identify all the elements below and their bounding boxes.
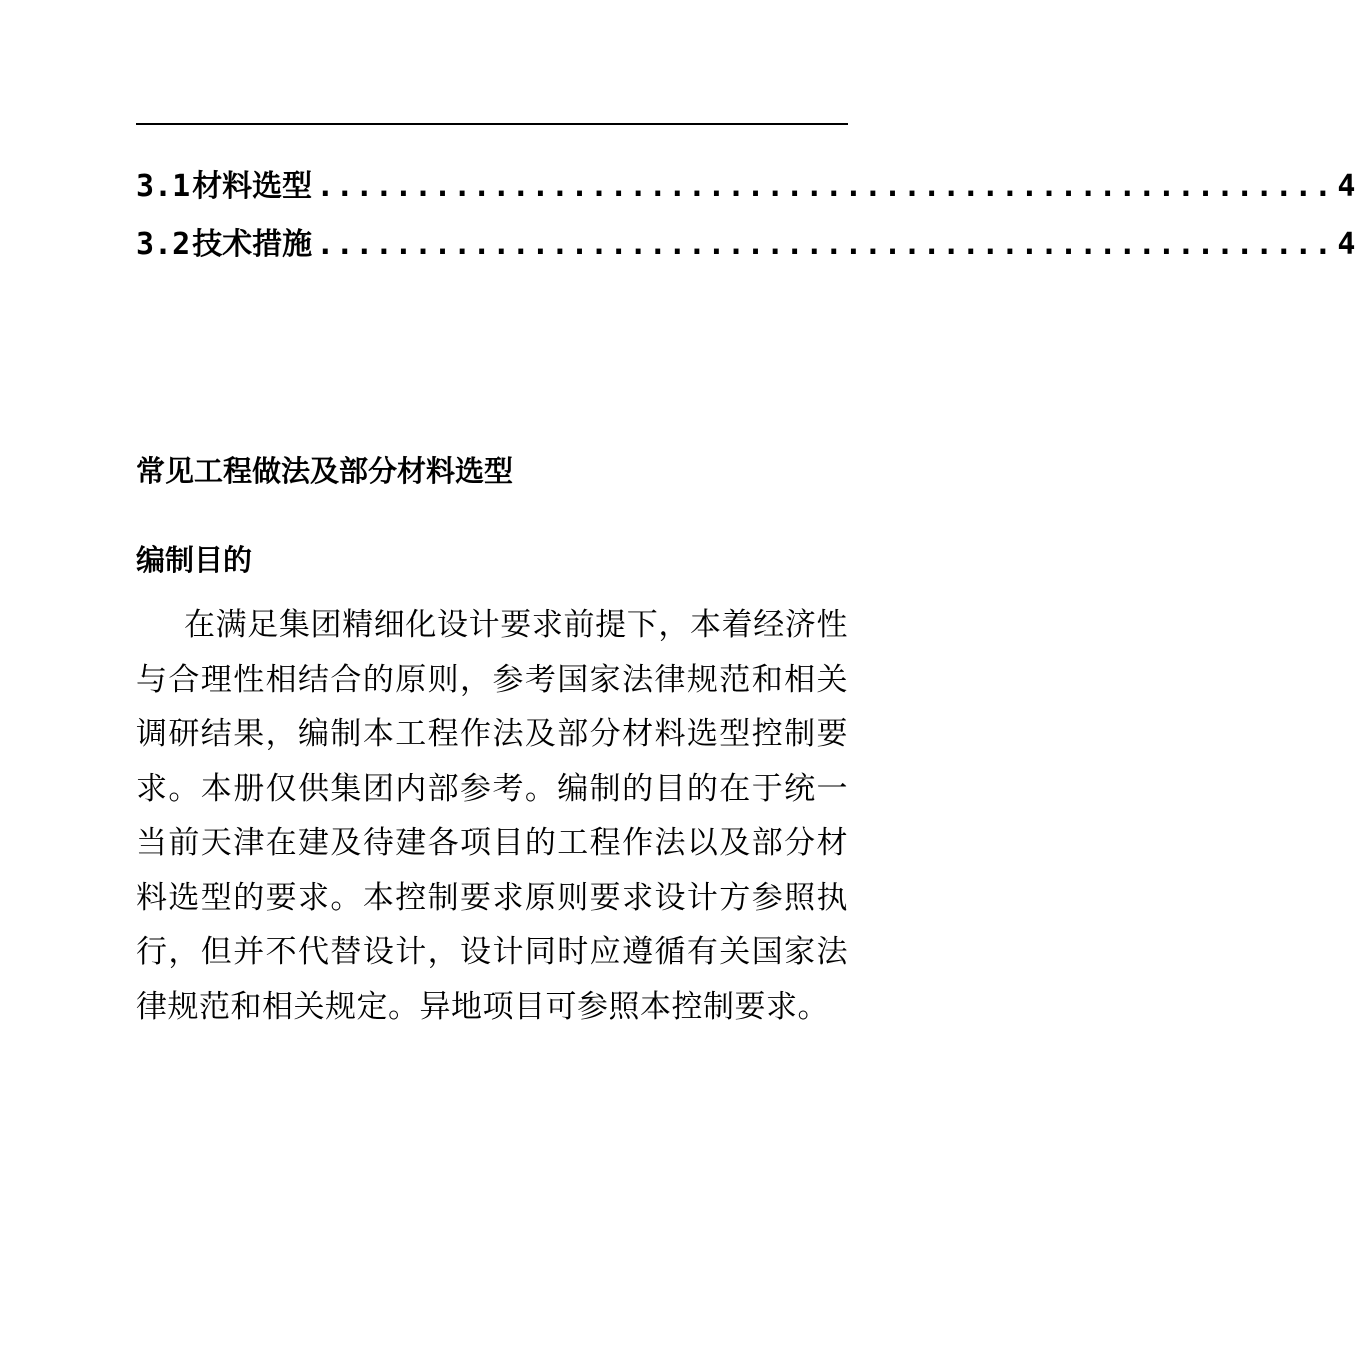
toc-entry-3-1[interactable] [136, 158, 1355, 216]
toc-dot-leader: .................................................... [316, 169, 1334, 204]
toc-entry-3-2[interactable] [136, 216, 1355, 274]
table-of-contents [136, 158, 1355, 274]
document-title: 常见工程做法及部分材料选型 [136, 454, 514, 488]
toc-dot-leader: .................................................... [316, 227, 1334, 262]
toc-entry-page: 4 [1337, 227, 1355, 262]
header-rule [136, 123, 848, 125]
toc-entry-title: 材料选型 [192, 169, 313, 204]
toc-entry-title: 技术措施 [192, 227, 313, 262]
body-paragraph: 在满足集团精细化设计要求前提下，本着经济性与合理性相结合的原则，参考国家法律规范和相关调研结果，编制本工程作法及部分材料选型控制要求。本册仅供集团内部参考。编制的目的在于统一当前天津在建及待建各项目的工程作法以及部分材料选型的要求。本控制要求原则要求设计方参照执行，但并不代替设计，设计同时应遵循有关国家法律规范和相关规定。异地项目可参照本控制要求。 [136, 607, 848, 1025]
toc-entry-number: 3.2 [136, 227, 191, 262]
toc-entry-number: 3.1 [136, 169, 191, 204]
toc-entry-page: 4 [1337, 169, 1355, 204]
section-heading: 编制目的 [136, 543, 253, 577]
